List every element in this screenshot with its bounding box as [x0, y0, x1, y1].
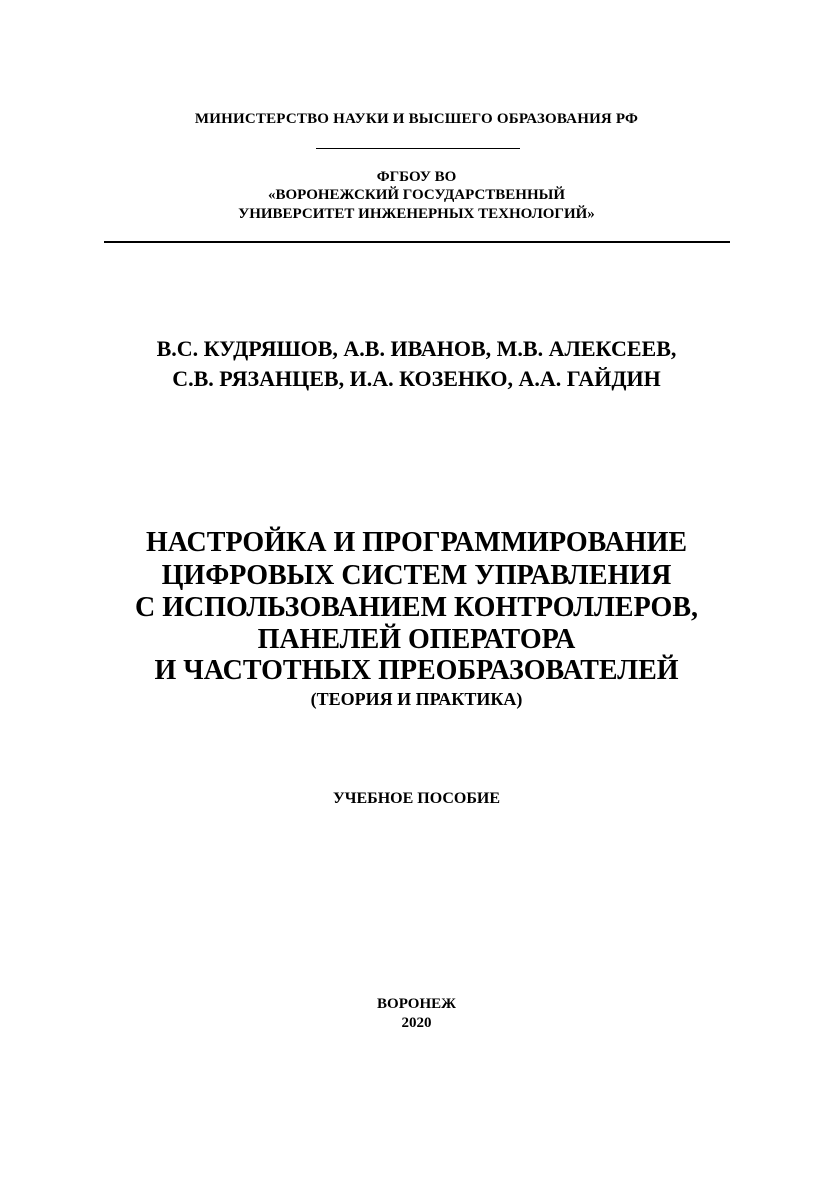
institution-name-line-2: УНИВЕРСИТЕТ ИНЖЕНЕРНЫХ ТЕХНОЛОГИЙ» — [238, 206, 595, 222]
institution-name-line-1: «ВОРОНЕЖСКИЙ ГОСУДАРСТВЕННЫЙ — [267, 187, 566, 203]
book-title-line-1: НАСТРОЙКА И ПРОГРАММИРОВАНИЕ — [145, 527, 688, 558]
authors-line-2: С.В. РЯЗАНЦЕВ, И.А. КОЗЕНКО, А.А. ГАЙДИН — [172, 366, 661, 391]
publication-genre: УЧЕБНОЕ ПОСОБИЕ — [332, 790, 501, 807]
header-divider-long — [104, 241, 730, 243]
book-title-line-3: С ИСПОЛЬЗОВАНИЕМ КОНТРОЛЛЕРОВ, — [134, 592, 698, 623]
book-subtitle: (ТЕОРИЯ И ПРАКТИКА) — [310, 689, 523, 709]
authors-line-1: В.С. КУДРЯШОВ, А.В. ИВАНОВ, М.В. АЛЕКСЕЕВ, — [156, 336, 677, 361]
institution-type: ФГБОУ ВО — [376, 169, 457, 185]
ministry-name: МИНИСТЕРСТВО НАУКИ И ВЫСШЕГО ОБРАЗОВАНИЯ РФ — [194, 111, 639, 127]
book-title-line-4: ПАНЕЛЕЙ ОПЕРАТОРА — [257, 624, 576, 655]
book-title-line-2: ЦИФРОВЫХ СИСТЕМ УПРАВЛЕНИЯ — [161, 560, 672, 591]
header-divider-short — [316, 148, 520, 149]
book-title-line-5: И ЧАСТОТНЫХ ПРЕОБРАЗОВАТЕЛЕЙ — [154, 655, 679, 686]
publication-year: 2020 — [401, 1015, 432, 1031]
publication-city: ВОРОНЕЖ — [377, 996, 456, 1012]
